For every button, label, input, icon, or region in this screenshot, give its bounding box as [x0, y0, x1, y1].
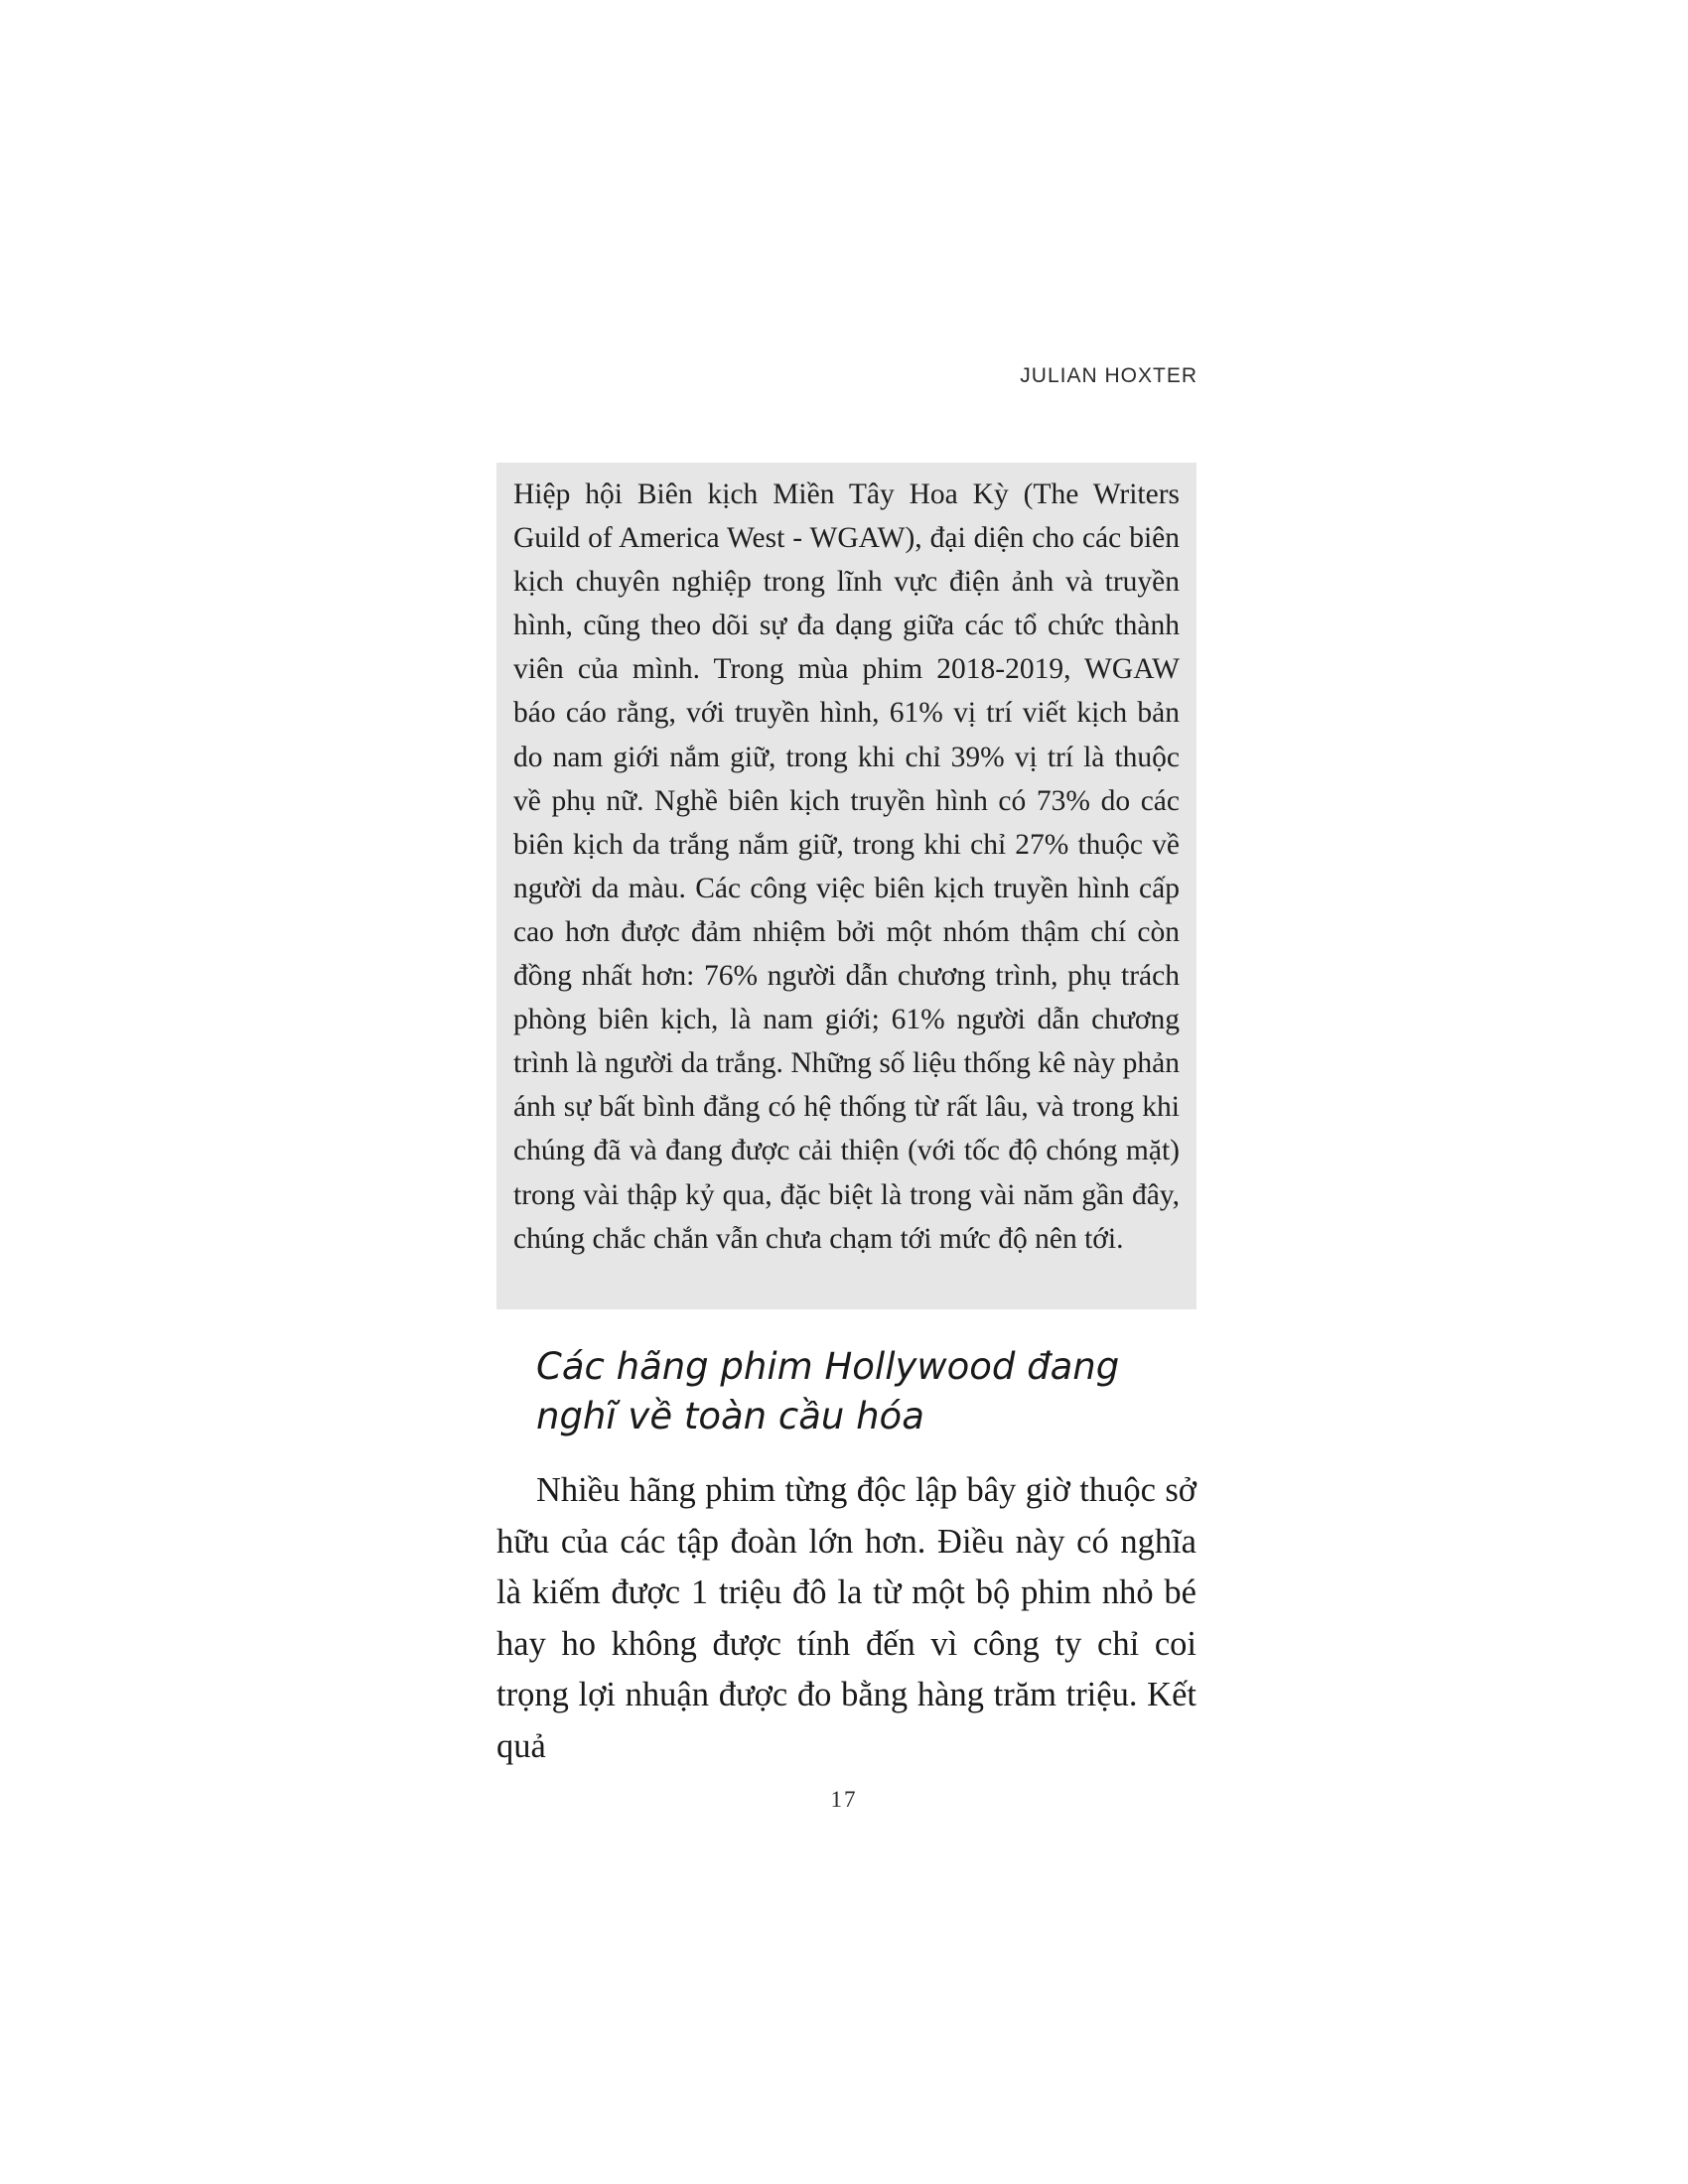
sidebar-paragraph: Hiệp hội Biên kịch Miền Tây Hoa Kỳ (The Writers Guild of America West - WGAW), đại diện cho các biên kịch chuyên nghiệp trong lĩnh vực điện ảnh và truyền hình, cũng theo dõi sự đa dạng giữa các tổ chức thành viên của mình. Trong mùa phim 2018-2019, WGAW báo cáo rằng, với truyền hình, 61% vị trí viết kịch bản do nam giới nắm giữ, trong khi chỉ 39% vị trí là thuộc về phụ nữ. Nghề biên kịch truyền hình có 73% do các biên kịch da trắng nắm giữ, trong khi chỉ 27% thuộc về người da màu. Các công việc biên kịch truyền hình cấp cao hơn được đảm nhiệm bởi một nhóm thậm chí còn đồng nhất hơn: 76% người dẫn chương trình, phụ trách phòng biên kịch, là nam giới; 61% người dẫn chương trình là người da trắng. Những số liệu thống kê này phản ánh sự bất bình đẳng có hệ thống từ rất lâu, và trong khi chúng đã và đang được cải thiện (với tốc độ chóng mặt) trong vài thập kỷ qua, đặc biệt là trong vài năm gần đây, chúng chắc chắn vẫn chưa chạm tới mức độ nên tới.: [513, 478, 1180, 1255]
section-heading: Các hãng phim Hollywood đang nghĩ về toàn cầu hóa: [536, 1345, 1120, 1437]
page-number: 17: [830, 1787, 858, 1812]
running-head-author: JULIAN HOXTER: [1020, 364, 1197, 387]
statistics-sidebar-box: [496, 463, 1196, 1309]
body-paragraph: Nhiều hãng phim từng độc lập bây giờ thuộc sở hữu của các tập đoàn lớn hơn. Điều này có nghĩa là kiếm được 1 triệu đô la từ một bộ phim nhỏ bé hay ho không được tính đến vì công ty chỉ coi trọng lợi nhuận được đo bằng hàng trăm triệu. Kết quả: [496, 1471, 1196, 1765]
